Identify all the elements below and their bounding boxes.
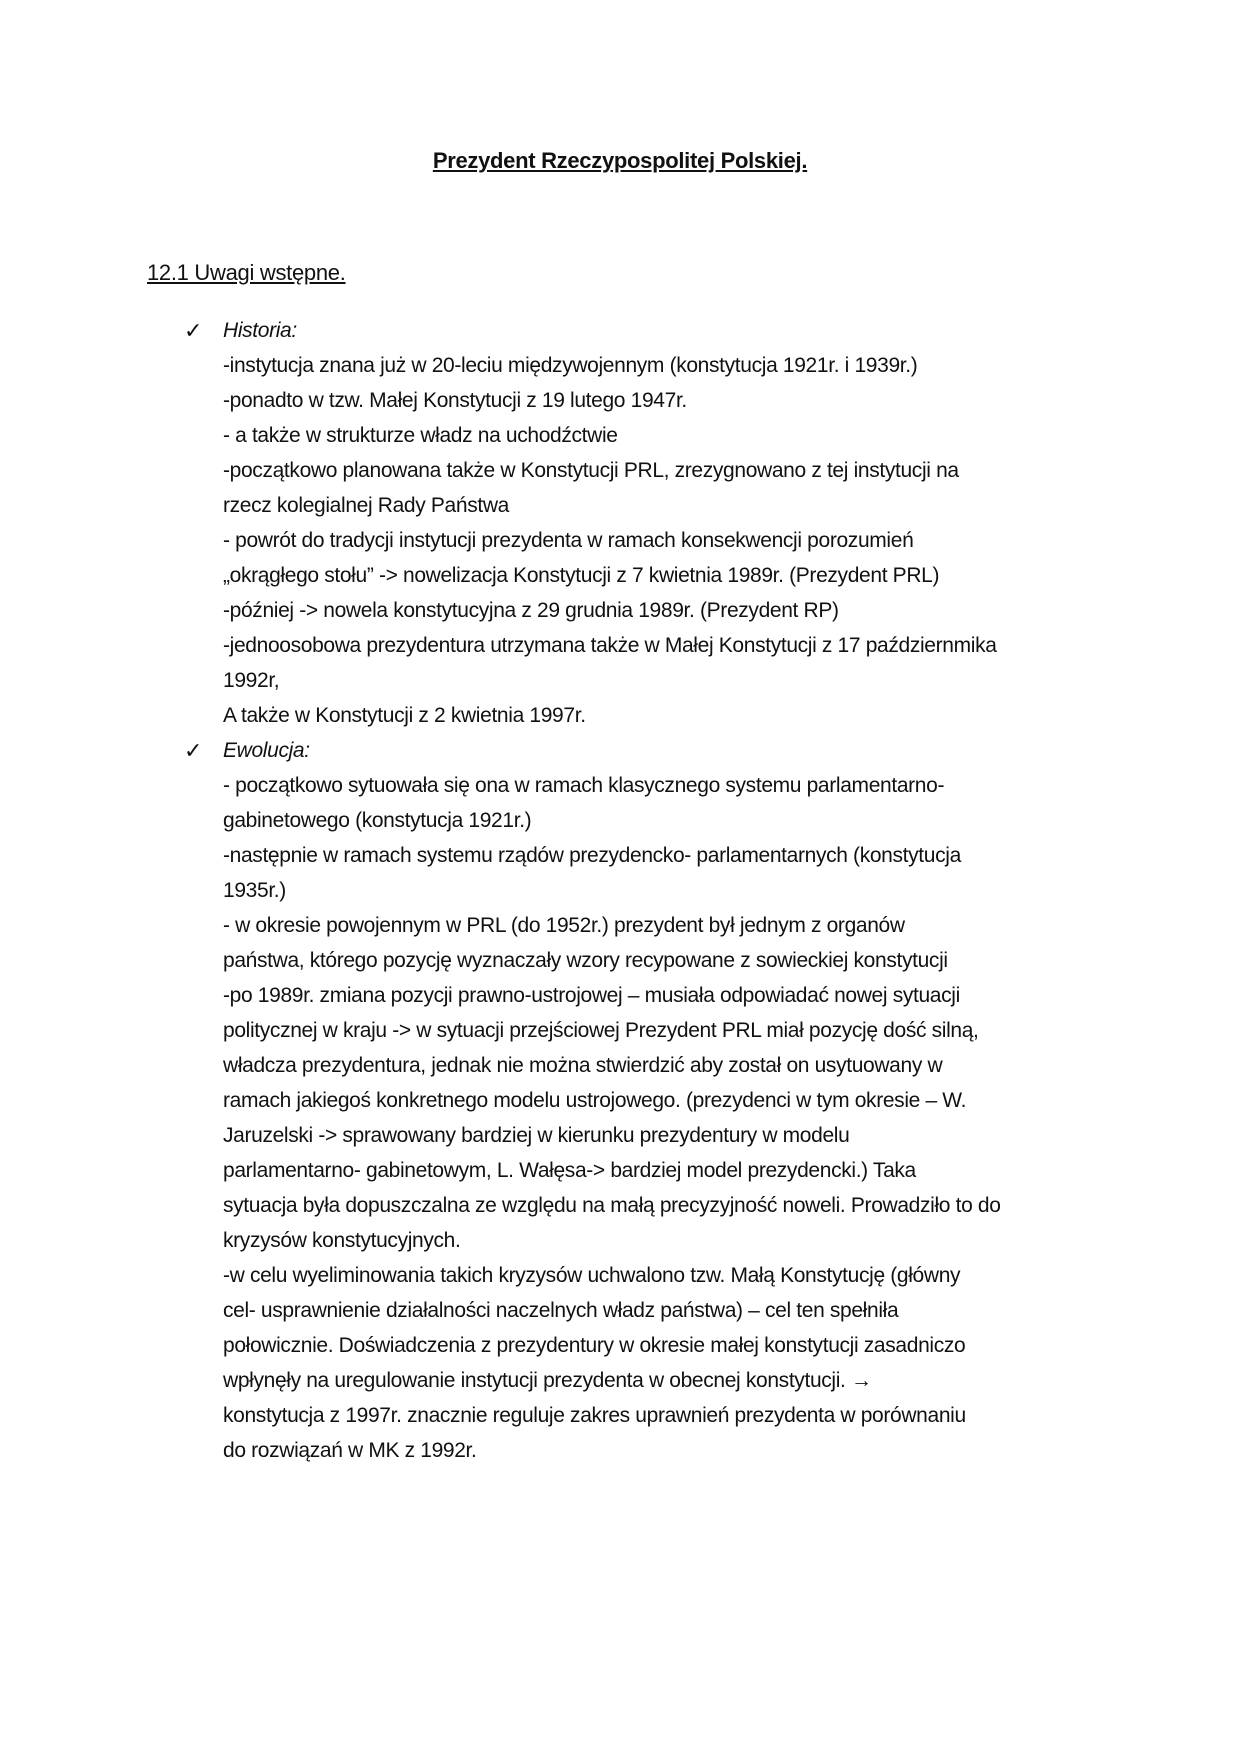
- text-line: - a także w strukturze władz na uchodźctwie: [223, 424, 618, 447]
- text-line: sytuacja była dopuszczalna ze względu na małą precyzyjność noweli. Prowadziło to do: [223, 1194, 1001, 1217]
- text-line: politycznej w kraju -> w sytuacji przejściowej Prezydent PRL miał pozycję dość silną,: [223, 1019, 979, 1042]
- text-line: cel- usprawnienie działalności naczelnych władz państwa) – cel ten spełniła: [223, 1299, 899, 1322]
- section-historia: [223, 313, 1123, 733]
- text-line: konstytucja z 1997r. znacznie reguluje zakres uprawnień prezydenta w porównaniu: [223, 1404, 966, 1427]
- text-line: 1935r.): [223, 879, 286, 902]
- section-ewolucja: [223, 733, 1123, 1468]
- section-label: Historia:: [223, 319, 297, 342]
- text-line: -jednoosobowa prezydentura utrzymana także w Małej Konstytucji z 17 październmika: [223, 634, 997, 657]
- text-line: -ponadto w tzw. Małej Konstytucji z 19 lutego 1947r.: [223, 389, 687, 412]
- checkmark-icon: ✓: [184, 738, 203, 763]
- text-line: -instytucja znana już w 20-leciu międzywojennym (konstytucja 1921r. i 1939r.): [223, 354, 918, 377]
- text-line: - początkowo sytuowała się ona w ramach klasycznego systemu parlamentarno-: [223, 774, 945, 797]
- section-label: Ewolucja:: [223, 739, 310, 762]
- text-line: kryzysów konstytucyjnych.: [223, 1229, 461, 1252]
- text-line: Jaruzelski -> sprawowany bardziej w kierunku prezydentury w modelu: [223, 1124, 850, 1147]
- text-line: - w okresie powojennym w PRL (do 1952r.) prezydent był jednym z organów: [223, 914, 905, 937]
- text-line: połowicznie. Doświadczenia z prezydentury w okresie małej konstytucji zasadniczo: [223, 1334, 966, 1357]
- text-line: gabinetowego (konstytucja 1921r.): [223, 809, 532, 832]
- text-line: -po 1989r. zmiana pozycji prawno-ustrojowej – musiała odpowiadać nowej sytuacji: [223, 984, 960, 1007]
- text-line: -początkowo planowana także w Konstytucji PRL, zrezygnowano z tej instytucji na: [223, 459, 959, 482]
- section-heading: 12.1 Uwagi wstępne.: [147, 260, 346, 285]
- text-line: -w celu wyeliminowania takich kryzysów uchwalono tzw. Małą Konstytucję (główny: [223, 1264, 961, 1287]
- text-line: ramach jakiegoś konkretnego modelu ustrojowego. (prezydenci w tym okresie – W.: [223, 1089, 967, 1112]
- text-line: parlamentarno- gabinetowym, L. Wałęsa-> bardziej model prezydencki.) Taka: [223, 1159, 916, 1182]
- document-title: Prezydent Rzeczypospolitej Polskiej.: [432, 148, 808, 173]
- text-line: państwa, którego pozycję wyznaczały wzory recypowane z sowieckiej konstytucji: [223, 949, 948, 972]
- text-line: 1992r,: [223, 669, 280, 692]
- text-line: „okrągłego stołu” -> nowelizacja Konstytucji z 7 kwietnia 1989r. (Prezydent PRL): [223, 564, 940, 587]
- text-line: rzecz kolegialnej Rady Państwa: [223, 494, 509, 517]
- text-line: A także w Konstytucji z 2 kwietnia 1997r.: [223, 704, 586, 727]
- text-line: -później -> nowela konstytucyjna z 29 grudnia 1989r. (Prezydent RP): [223, 599, 839, 622]
- text-line: wpłynęły na uregulowanie instytucji prezydenta w obecnej konstytucji. →: [223, 1369, 872, 1392]
- checkmark-icon: ✓: [184, 318, 203, 343]
- text-line: władcza prezydentura, jednak nie można stwierdzić aby został on usytuowany w: [223, 1054, 943, 1077]
- text-line: -następnie w ramach systemu rządów prezydencko- parlamentarnych (konstytucja: [223, 844, 961, 867]
- text-line: do rozwiązań w MK z 1992r.: [223, 1439, 477, 1462]
- text-line: - powrót do tradycji instytucji prezydenta w ramach konsekwencji porozumień: [223, 529, 914, 552]
